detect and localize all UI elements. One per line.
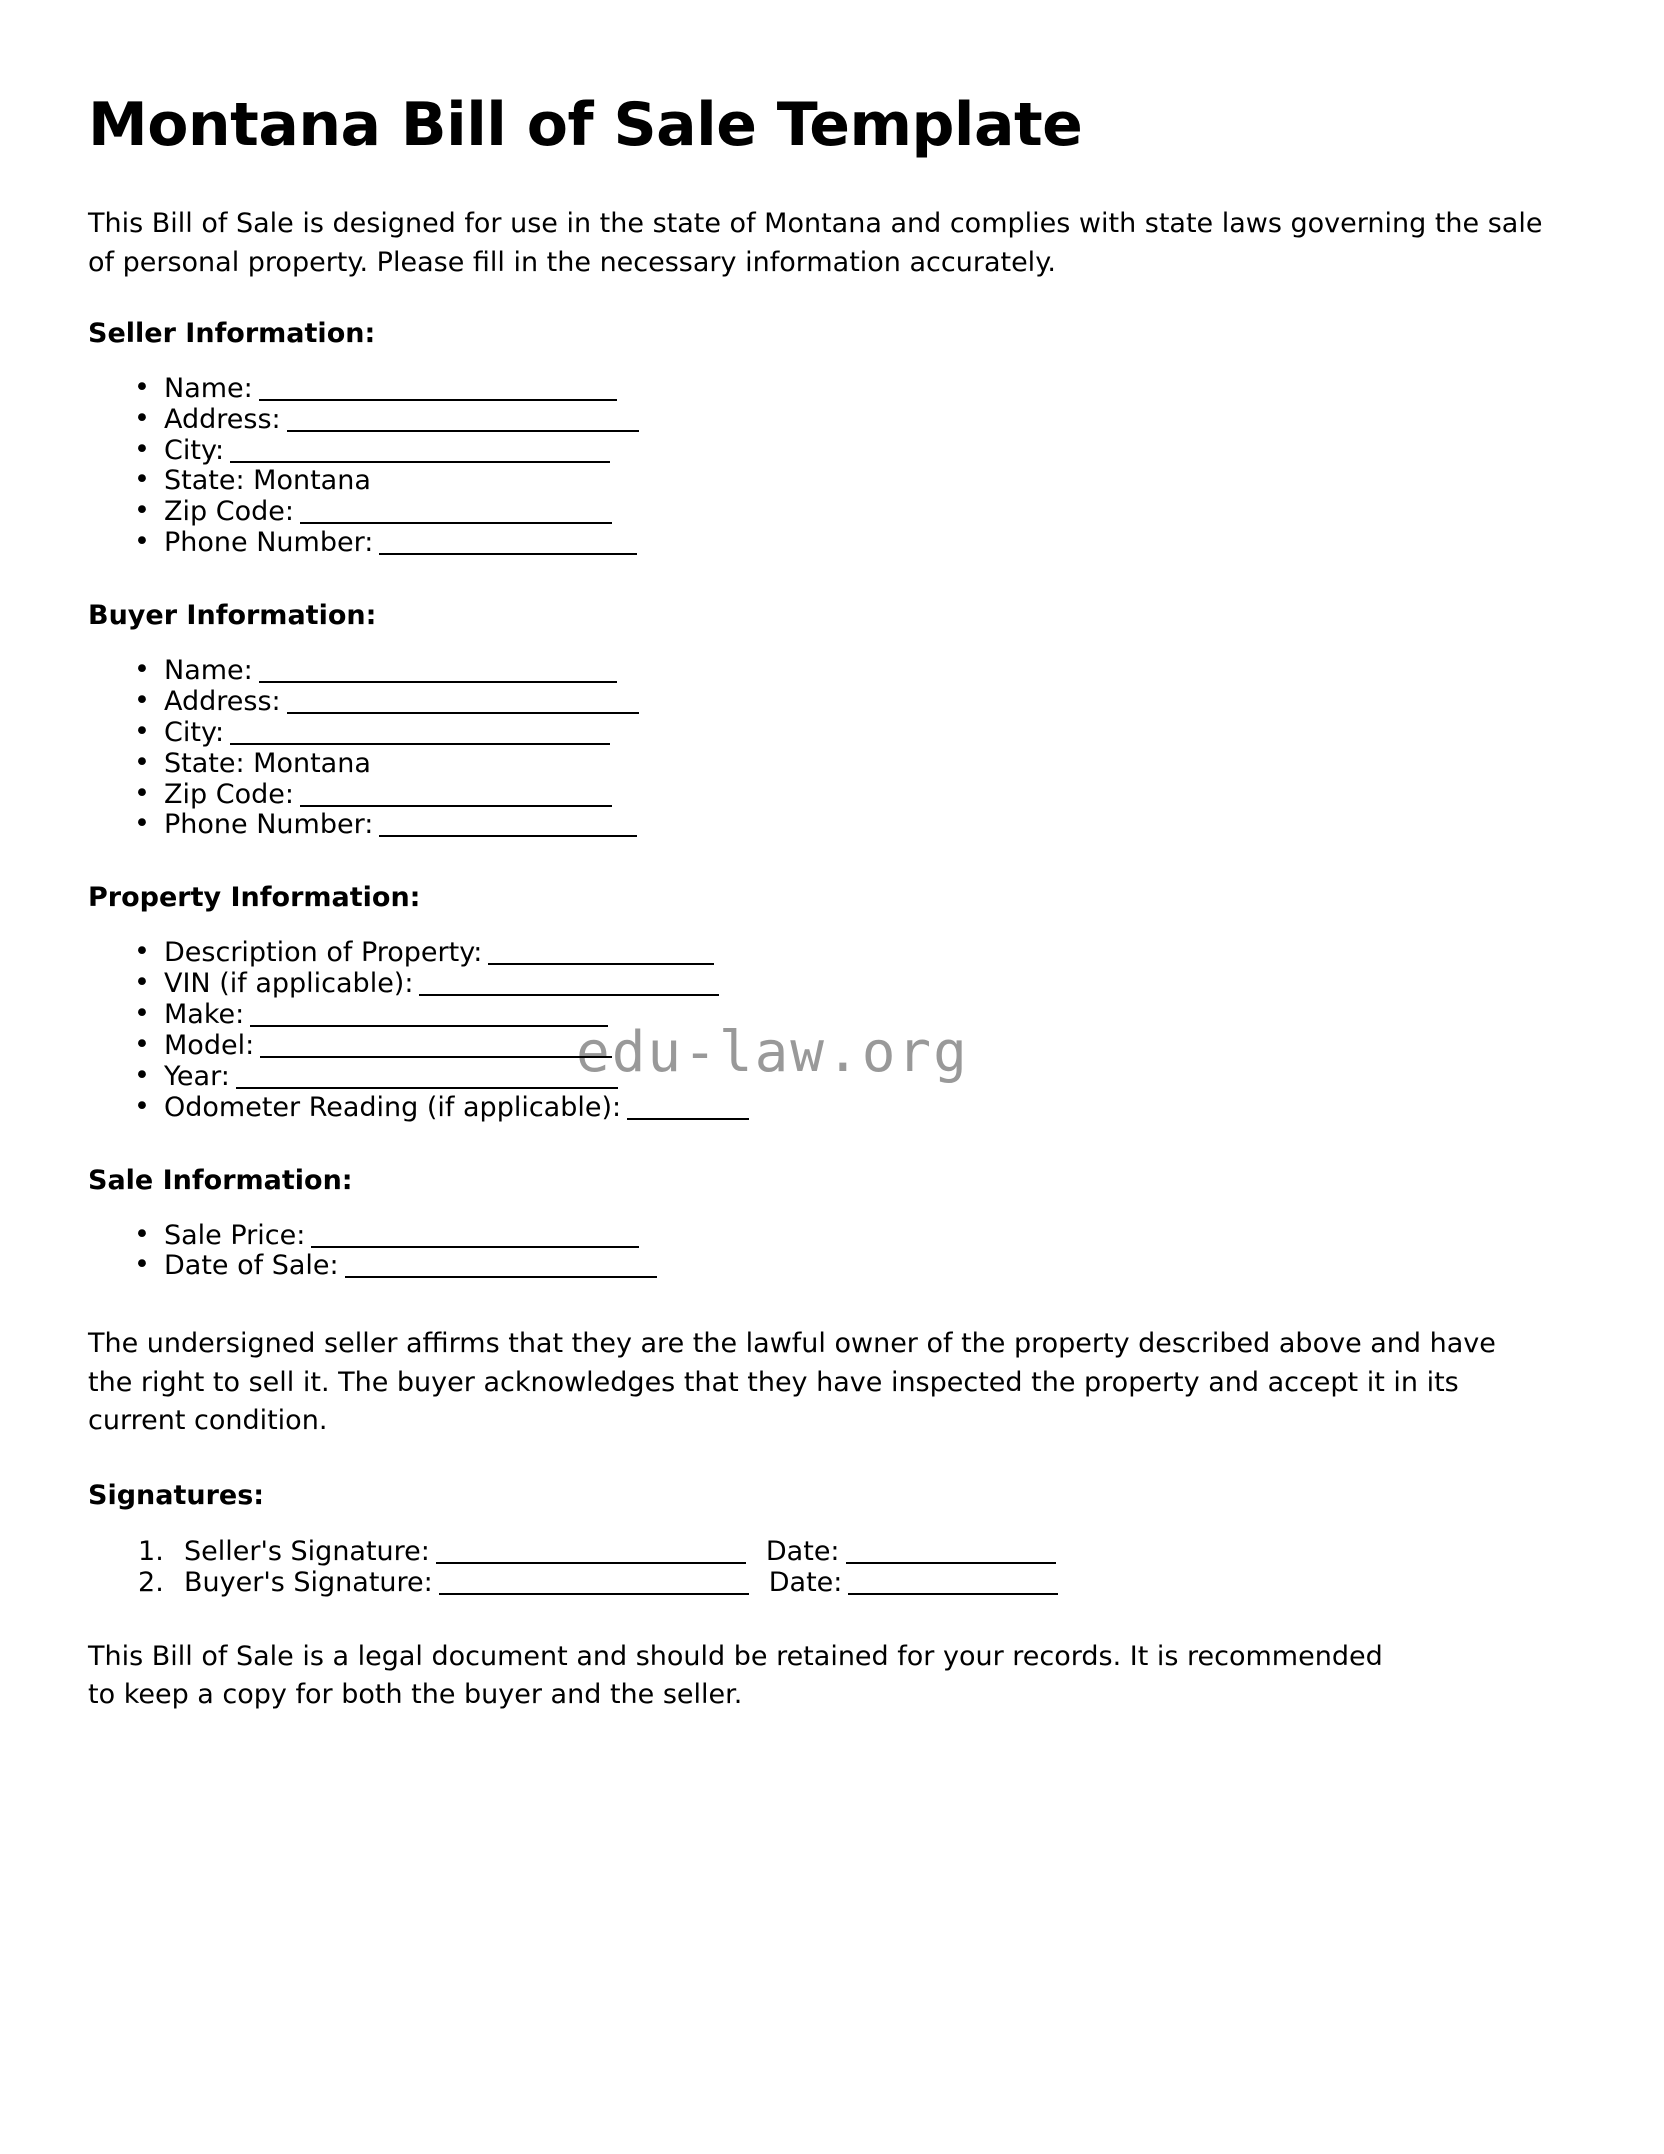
seller-field-city [126, 434, 1560, 466]
buyer-zip-input[interactable] [300, 783, 612, 807]
intro-paragraph: This Bill of Sale is designed for use in the state of Montana and complies with state laws governing the sale of personal property. Please fill in the necessary information accurately. [88, 208, 1543, 278]
property-field-model [126, 1029, 1560, 1061]
buyer-field-city [126, 716, 1560, 748]
buyer-field-zip [126, 778, 1560, 810]
buyer-name-input[interactable] [259, 659, 617, 683]
sale-price-label: Sale Price: [164, 1219, 306, 1251]
buyer-signature-input[interactable] [439, 1571, 749, 1595]
seller-address-label: Address: [164, 403, 281, 435]
property-model-input[interactable] [260, 1034, 612, 1058]
buyer-name-label: Name: [164, 655, 253, 687]
seller-city-input[interactable] [230, 439, 610, 463]
seller-information-heading: Seller Information: [88, 317, 376, 349]
property-make-label: Make: [164, 999, 245, 1031]
sale-field-price [126, 1219, 1560, 1251]
buyer-city-label: City: [164, 716, 225, 748]
seller-signature-input[interactable] [436, 1540, 746, 1564]
property-description-label: Description of Property: [164, 937, 483, 969]
document-body [88, 92, 1560, 1714]
seller-field-state [126, 467, 1560, 496]
property-odometer-input[interactable] [627, 1096, 749, 1120]
property-description-input[interactable] [488, 941, 714, 965]
property-field-description [126, 939, 1560, 968]
seller-signature-label: Seller's Signature: [184, 1536, 430, 1568]
property-vin-label: VIN (if applicable): [164, 968, 414, 1000]
sale-date-label: Date of Sale: [164, 1250, 339, 1282]
seller-state-label: State: Montana [164, 465, 371, 497]
seller-phone-input[interactable] [379, 531, 637, 555]
signature-row-seller [138, 1537, 1560, 1566]
property-year-input[interactable] [236, 1065, 618, 1089]
property-odometer-label: Odometer Reading (if applicable): [164, 1091, 622, 1123]
buyer-address-label: Address: [164, 685, 281, 717]
buyer-zip-label: Zip Code: [164, 778, 294, 810]
property-model-label: Model: [164, 1029, 255, 1061]
sale-date-input[interactable] [345, 1254, 657, 1278]
property-field-make [126, 1001, 1560, 1030]
buyer-field-phone [126, 811, 1560, 840]
buyer-phone-label: Phone Number: [164, 809, 374, 841]
sale-field-list [88, 1219, 1560, 1282]
closing-paragraph: This Bill of Sale is a legal document and should be retained for your records. It is recommended to keep a copy for both the buyer and the seller. [88, 1640, 1383, 1710]
sale-information-heading: Sale Information: [88, 1164, 353, 1196]
property-year-label: Year: [164, 1060, 230, 1092]
property-information-heading: Property Information: [88, 882, 421, 914]
buyer-state-label: State: Montana [164, 747, 371, 779]
buyer-address-input[interactable] [287, 690, 639, 714]
seller-zip-input[interactable] [300, 500, 612, 524]
seller-signature-date-input[interactable] [846, 1540, 1056, 1564]
buyer-field-list [88, 657, 1560, 840]
sale-field-date [126, 1252, 1560, 1281]
page-title: Montana Bill of Sale Template [88, 90, 1083, 160]
buyer-phone-input[interactable] [379, 813, 637, 837]
signature-list [88, 1537, 1560, 1597]
property-vin-input[interactable] [419, 972, 719, 996]
property-field-vin [126, 970, 1560, 999]
seller-name-label: Name: [164, 372, 253, 404]
seller-phone-label: Phone Number: [164, 527, 374, 559]
sale-price-input[interactable] [311, 1224, 639, 1248]
buyer-information-heading: Buyer Information: [88, 600, 377, 632]
seller-zip-label: Zip Code: [164, 496, 294, 528]
property-field-odometer [126, 1091, 1560, 1123]
buyer-field-name [126, 657, 1560, 686]
signature-row-buyer [138, 1568, 1560, 1597]
watermark-text: edu-law.org [576, 1020, 969, 1085]
seller-field-address [126, 403, 1560, 435]
buyer-signature-date-input[interactable] [848, 1571, 1058, 1595]
buyer-signature-label: Buyer's Signature: [184, 1567, 433, 1599]
property-field-year [126, 1060, 1560, 1092]
seller-field-phone [126, 529, 1560, 558]
buyer-field-state [126, 747, 1560, 779]
signatures-heading: Signatures: [88, 1480, 265, 1512]
seller-signature-date-label: Date: [765, 1536, 840, 1568]
buyer-field-address [126, 685, 1560, 717]
seller-name-input[interactable] [259, 377, 617, 401]
seller-field-zip [126, 498, 1560, 527]
seller-address-input[interactable] [287, 408, 639, 432]
seller-field-list [88, 372, 1560, 559]
seller-field-name [126, 372, 1560, 404]
property-field-list [88, 939, 1560, 1122]
affirmation-paragraph: The undersigned seller affirms that they are the lawful owner of the property described above and have the right to sell it. The buyer acknowledges that they have inspected the property and accept it in its current condition. [88, 1328, 1496, 1436]
buyer-signature-date-label: Date: [768, 1567, 843, 1599]
buyer-city-input[interactable] [230, 721, 610, 745]
seller-city-label: City: [164, 434, 225, 466]
property-make-input[interactable] [250, 1003, 608, 1027]
